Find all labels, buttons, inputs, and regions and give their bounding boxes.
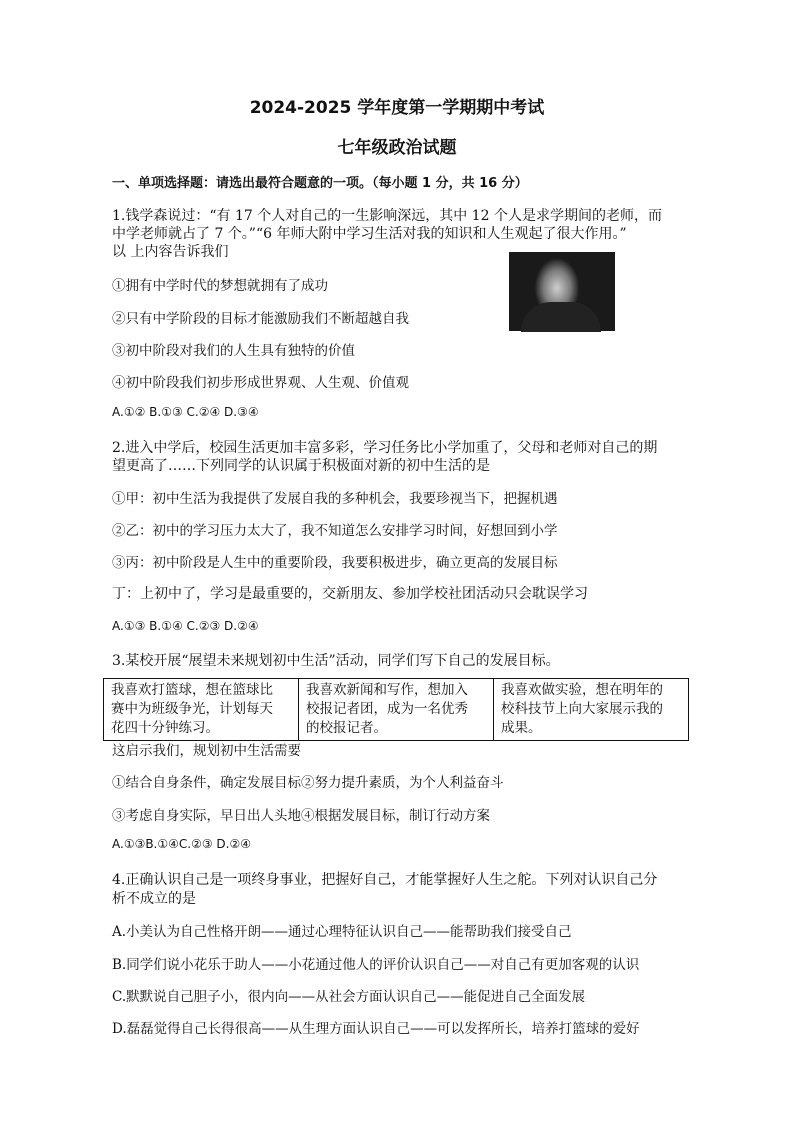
- q1-option: ②只有中学阶段的目标才能激励我们不断超越自我: [112, 311, 409, 327]
- q3-after-text: 这启示我们，规划初中生活需要: [112, 743, 301, 759]
- portrait-photo: [509, 252, 615, 331]
- q3-stem: 3.某校开展“展望未来规划初中生活”活动，同学们写下自己的发展目标。: [112, 653, 560, 669]
- cell-line: 我喜欢新闻和写作，想加入: [306, 682, 468, 698]
- cell-line: 的校报记者。: [306, 720, 387, 736]
- q2-stem-line: 2.进入中学后，校园生活更加丰富多彩，学习任务比小学加重了，父母和老师对自己的期: [112, 440, 658, 456]
- goal-cell-news: [299, 679, 494, 741]
- cell-line: 校科技节上向大家展示我的: [501, 701, 663, 717]
- q2-option: 丁：上初中了，学习是最重要的，交新朋友、参加学校社团活动只会耽误学习: [112, 586, 588, 602]
- cell-line: 成果。: [501, 720, 542, 736]
- q1-option: ④初中阶段我们初步形成世界观、人生观、价值观: [112, 375, 409, 391]
- q1-stem-line: 1.钱学森说过：“有 17 个人对自己的一生影响深远，其中 12 个人是求学期间的老师，而: [112, 208, 662, 224]
- q4-stem-line: 析不成立的是: [112, 891, 196, 907]
- q3-option: ③考虑自身实际，早日出人头地④根据发展目标，制订行动方案: [112, 808, 490, 824]
- q4-option: A.小美认为自己性格开朗——通过心理特征认识自己——能帮助我们接受自己: [112, 924, 572, 940]
- cell-line: 花四十分钟练习。: [111, 720, 219, 736]
- q1-option: ③初中阶段对我们的人生具有独特的价值: [112, 343, 355, 359]
- q1-option: ①拥有中学时代的梦想就拥有了成功: [112, 278, 328, 294]
- q3-option: ①结合自身条件，确定发展目标②努力提升素质，为个人利益奋斗: [112, 775, 504, 791]
- q1-answers: A.①② B.①③ C.②④ D.③④: [112, 405, 259, 419]
- exam-subtitle: 七年级政治试题: [337, 138, 457, 158]
- goals-table: [103, 678, 689, 741]
- table-row: [104, 679, 689, 741]
- section-heading: 一、单项选择题：请选出最符合题意的一项。（每小题 1 分，共 16 分）: [112, 176, 528, 191]
- exam-title: 2024-2025 学年度第一学期期中考试: [249, 98, 545, 118]
- goal-cell-basketball: [104, 679, 299, 741]
- q1-stem-line: 中学老师就占了 7 个。”“6 年师大附中学习生活对我的知识和人生观起了很大作用。”: [112, 226, 627, 242]
- cell-line: 赛中为班级争光，计划每天: [111, 701, 273, 717]
- q2-answers: A.①③ B.①④ C.②③ D.②④: [112, 619, 259, 633]
- q4-option: D.磊磊觉得自己长得很高——从生理方面认识自己——可以发挥所长，培养打篮球的爱好: [112, 1021, 640, 1037]
- cell-line: 我喜欢打篮球，想在篮球比: [111, 682, 273, 698]
- q1-stem-line: 以 上内容告诉我们: [112, 244, 229, 260]
- q4-stem-line: 4.正确认识自己是一项终身事业，把握好自己，才能掌握好人生之舵。下列对认识自己分: [112, 872, 658, 888]
- q2-option: ②乙：初中的学习压力太大了，我不知道怎么安排学习时间，好想回到小学: [112, 523, 558, 539]
- q2-option: ③丙：初中阶段是人生中的重要阶段，我要积极进步，确立更高的发展目标: [112, 555, 558, 571]
- q4-option: B.同学们说小花乐于助人——小花通过他人的评价认识自己——对自己有更加客观的认识: [112, 957, 640, 973]
- q4-option: C.默默说自己胆子小，很内向——从社会方面认识自己——能促进自己全面发展: [112, 989, 586, 1005]
- goal-cell-science: [494, 679, 689, 741]
- q2-option: ①甲：初中生活为我提供了发展自我的多种机会，我要珍视当下，把握机遇: [112, 491, 558, 507]
- cell-line: 我喜欢做实验，想在明年的: [501, 682, 663, 698]
- cell-line: 校报记者团，成为一名优秀: [306, 701, 468, 717]
- q2-stem-line: 望更高了……下列同学的认识属于积极面对新的初中生活的是: [112, 458, 490, 474]
- q3-answers: A.①③B.①④C.②③ D.②④: [112, 837, 251, 851]
